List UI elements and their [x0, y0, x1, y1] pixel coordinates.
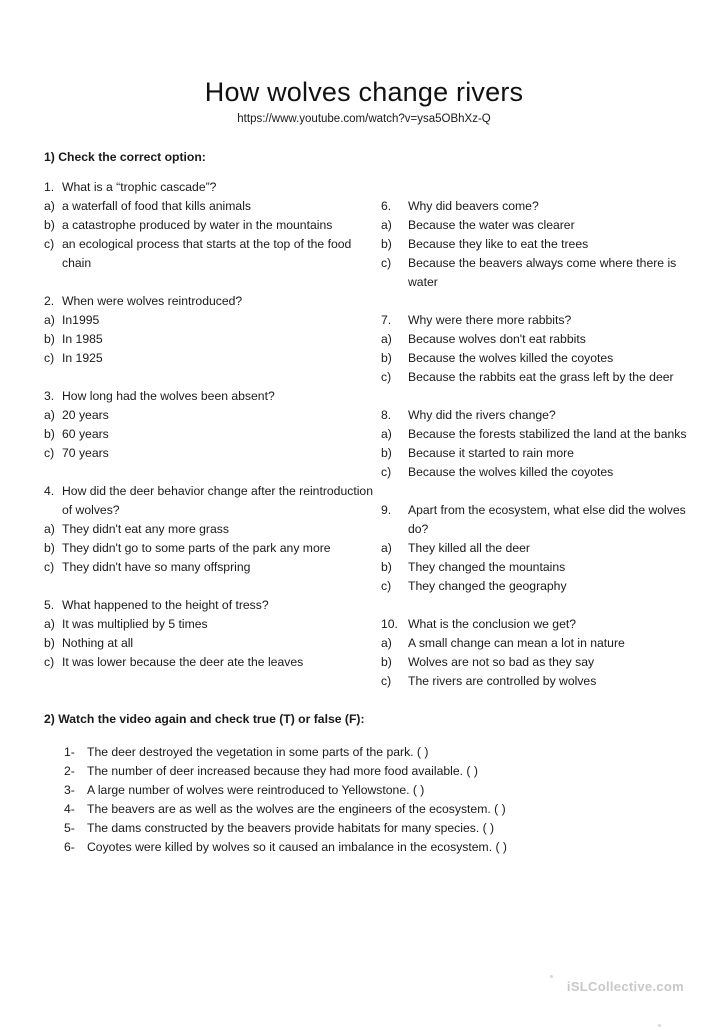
option-text: Because the water was clearer	[408, 218, 575, 232]
question-block	[44, 387, 374, 463]
answer-option[interactable]	[381, 558, 701, 577]
item-number: 5-	[64, 821, 75, 835]
option-text: a waterfall of food that kills animals	[62, 199, 251, 213]
question-row	[44, 387, 374, 406]
question-text: How did the deer behavior change after the reintroduction of wolves?	[62, 484, 373, 517]
option-label: b)	[44, 541, 55, 555]
item-statement: The beavers are as well as the wolves are the engineers of the ecosystem. ( )	[87, 802, 506, 816]
option-label: c)	[44, 655, 55, 669]
item-number: 4-	[64, 802, 75, 816]
option-text: In 1925	[62, 351, 103, 365]
answer-option[interactable]	[381, 216, 701, 235]
question-number: 7.	[381, 313, 392, 327]
answer-option[interactable]	[44, 520, 374, 539]
answer-option[interactable]	[44, 311, 374, 330]
answer-option[interactable]	[381, 463, 701, 482]
question-block	[381, 406, 701, 482]
option-text: They changed the mountains	[408, 560, 566, 574]
option-label: a)	[381, 218, 392, 232]
answer-option[interactable]	[44, 216, 374, 235]
answer-option[interactable]	[381, 444, 701, 463]
option-text: 60 years	[62, 427, 109, 441]
true-false-item[interactable]	[64, 781, 684, 800]
option-label: a)	[44, 617, 55, 631]
answer-option[interactable]	[44, 444, 374, 463]
answer-option[interactable]	[381, 235, 701, 254]
answer-option[interactable]	[381, 539, 701, 558]
option-text: Wolves are not so bad as they say	[408, 655, 595, 669]
item-number: 1-	[64, 745, 75, 759]
answer-option[interactable]	[44, 539, 374, 558]
question-number: 4.	[44, 484, 55, 498]
answer-option[interactable]	[381, 330, 701, 349]
option-text: Because the beavers always come where there is water	[408, 256, 677, 289]
true-false-item[interactable]	[64, 762, 684, 781]
question-text: Why were there more rabbits?	[408, 313, 572, 327]
option-text: Because the forests stabilized the land at the banks	[408, 427, 687, 441]
option-text: Nothing at all	[62, 636, 134, 650]
option-label: b)	[44, 218, 55, 232]
answer-option[interactable]	[44, 406, 374, 425]
question-row	[44, 482, 374, 520]
option-label: c)	[44, 446, 55, 460]
answer-option[interactable]	[381, 653, 701, 672]
option-label: b)	[381, 655, 392, 669]
option-label: c)	[381, 465, 392, 479]
question-row	[381, 311, 701, 330]
answer-option[interactable]	[381, 634, 701, 653]
option-label: c)	[44, 351, 55, 365]
option-text: an ecological process that starts at the top of the food chain	[62, 237, 352, 270]
question-block	[44, 178, 374, 273]
item-statement: Coyotes were killed by wolves so it caused an imbalance in the ecosystem. ( )	[87, 840, 507, 854]
option-label: a)	[44, 313, 55, 327]
question-block	[381, 615, 701, 691]
option-label: a)	[381, 332, 392, 346]
answer-option[interactable]	[381, 672, 701, 691]
option-text: They didn't have so many offspring	[62, 560, 251, 574]
question-block	[381, 197, 701, 292]
question-text: What is a “trophic cascade”?	[62, 180, 217, 194]
question-row	[381, 197, 701, 216]
option-label: b)	[381, 237, 392, 251]
question-row	[381, 501, 701, 539]
question-text: What happened to the height of tress?	[62, 598, 269, 612]
option-text: They killed all the deer	[408, 541, 530, 555]
option-label: a)	[44, 408, 55, 422]
video-url: https://www.youtube.com/watch?v=ysa5OBhXz-Q	[237, 113, 491, 125]
option-text: Because the wolves killed the coyotes	[408, 351, 614, 365]
question-number: 8.	[381, 408, 392, 422]
option-label: a)	[44, 199, 55, 213]
question-block	[381, 311, 701, 387]
item-number: 3-	[64, 783, 75, 797]
answer-option[interactable]	[381, 425, 701, 444]
answer-option[interactable]	[381, 349, 701, 368]
option-label: a)	[381, 541, 392, 555]
option-label: b)	[381, 446, 392, 460]
option-text: In1995	[62, 313, 100, 327]
question-number: 10.	[381, 617, 398, 631]
option-text: They didn't eat any more grass	[62, 522, 229, 536]
option-text: The rivers are controlled by wolves	[408, 674, 597, 688]
answer-option[interactable]	[381, 577, 701, 596]
answer-option[interactable]	[44, 330, 374, 349]
right-question-column	[381, 197, 701, 710]
item-statement: A large number of wolves were reintroduced to Yellowstone. ( )	[87, 783, 425, 797]
answer-option[interactable]	[44, 558, 374, 577]
true-false-item[interactable]	[64, 819, 684, 838]
question-text: Apart from the ecosystem, what else did the wolves do?	[408, 503, 686, 536]
option-label: a)	[44, 522, 55, 536]
option-text: Because it started to rain more	[408, 446, 574, 460]
option-text: They didn't go to some parts of the park any more	[62, 541, 331, 555]
option-label: c)	[381, 370, 392, 384]
option-text: In 1985	[62, 332, 103, 346]
question-text: When were wolves reintroduced?	[62, 294, 243, 308]
question-row	[381, 406, 701, 425]
answer-option[interactable]	[381, 368, 701, 387]
question-number: 9.	[381, 503, 392, 517]
answer-option[interactable]	[44, 235, 374, 273]
option-text: It was multiplied by 5 times	[62, 617, 208, 631]
left-question-column	[44, 178, 374, 691]
watermark-logo: iSLCollective.com	[566, 979, 684, 994]
option-text: 20 years	[62, 408, 109, 422]
option-label: c)	[381, 674, 392, 688]
item-statement: The number of deer increased because they had more food available. ( )	[87, 764, 478, 778]
option-text: They changed the geography	[408, 579, 567, 593]
option-label: b)	[381, 560, 392, 574]
option-label: c)	[381, 579, 392, 593]
page-title: How wolves change rivers	[204, 77, 524, 107]
item-statement: The deer destroyed the vegetation in some parts of the park. ( )	[87, 745, 429, 759]
question-number: 2.	[44, 294, 55, 308]
item-number: 2-	[64, 764, 75, 778]
option-label: b)	[381, 351, 392, 365]
option-label: c)	[44, 237, 55, 251]
question-number: 5.	[44, 598, 55, 612]
item-number: 6-	[64, 840, 75, 854]
question-row	[381, 615, 701, 634]
option-text: It was lower because the deer ate the leaves	[62, 655, 304, 669]
question-block	[381, 501, 701, 596]
answer-option[interactable]	[44, 349, 374, 368]
decorative-dot	[550, 975, 553, 978]
question-number: 6.	[381, 199, 392, 213]
decorative-dot	[658, 1024, 661, 1027]
answer-option[interactable]	[44, 197, 374, 216]
answer-option[interactable]	[44, 425, 374, 444]
true-false-item[interactable]	[64, 838, 684, 857]
option-label: b)	[44, 332, 55, 346]
option-label: c)	[44, 560, 55, 574]
question-block	[44, 596, 374, 672]
question-text: What is the conclusion we get?	[408, 617, 577, 631]
question-row	[44, 596, 374, 615]
section1-heading: 1) Check the correct option:	[44, 150, 206, 164]
option-label: b)	[44, 427, 55, 441]
answer-option[interactable]	[44, 653, 374, 672]
question-row	[44, 292, 374, 311]
true-false-item[interactable]	[64, 743, 684, 762]
answer-option[interactable]	[44, 615, 374, 634]
option-text: A small change can mean a lot in nature	[408, 636, 625, 650]
question-number: 3.	[44, 389, 55, 403]
question-text: How long had the wolves been absent?	[62, 389, 275, 403]
question-block	[44, 292, 374, 368]
option-text: Because the wolves killed the coyotes	[408, 465, 614, 479]
option-label: a)	[381, 636, 392, 650]
option-text: Because they like to eat the trees	[408, 237, 589, 251]
option-label: a)	[381, 427, 392, 441]
answer-option[interactable]	[44, 634, 374, 653]
question-row	[44, 178, 374, 197]
option-label: c)	[381, 256, 392, 270]
answer-option[interactable]	[381, 254, 701, 292]
item-statement: The dams constructed by the beavers provide habitats for many species. ( )	[87, 821, 495, 835]
section2-heading: 2) Watch the video again and check true (T) or false (F):	[44, 712, 365, 726]
question-text: Why did beavers come?	[408, 199, 539, 213]
true-false-list	[64, 743, 684, 857]
option-text: Because wolves don't eat rabbits	[408, 332, 586, 346]
option-label: b)	[44, 636, 55, 650]
option-text: a catastrophe produced by water in the mountains	[62, 218, 333, 232]
question-text: Why did the rivers change?	[408, 408, 556, 422]
question-block	[44, 482, 374, 577]
option-text: 70 years	[62, 446, 109, 460]
true-false-item[interactable]	[64, 800, 684, 819]
question-number: 1.	[44, 180, 55, 194]
option-text: Because the rabbits eat the grass left by the deer	[408, 370, 674, 384]
